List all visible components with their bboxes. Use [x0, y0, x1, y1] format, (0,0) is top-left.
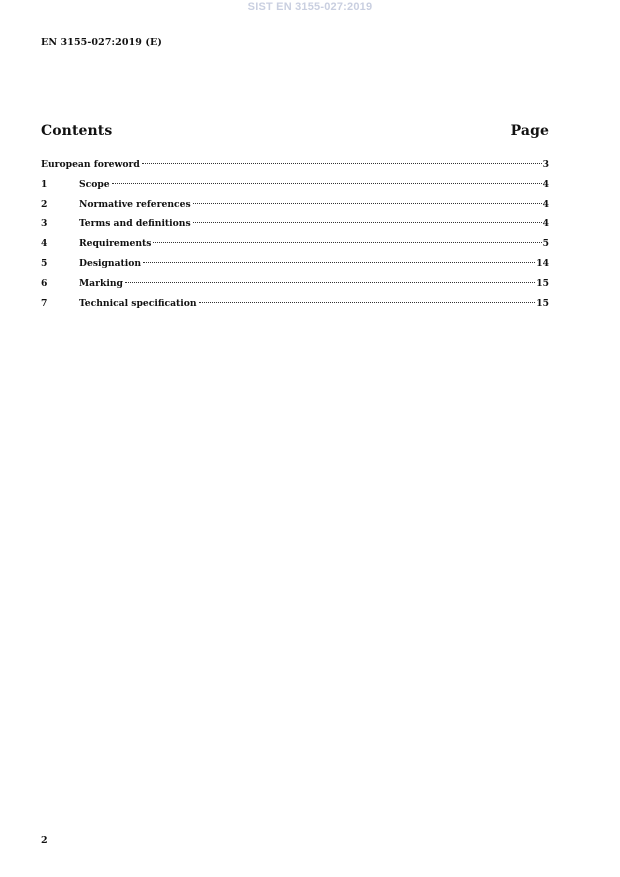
table-of-contents [41, 155, 549, 313]
toc-entry-designation[interactable] [41, 254, 549, 274]
toc-dot-leader [125, 282, 535, 283]
toc-entry-title[interactable]: Requirements [79, 238, 152, 250]
toc-dot-leader [193, 203, 542, 204]
toc-dot-leader [153, 242, 541, 243]
contents-heading: Contents [41, 123, 113, 139]
toc-entry-title[interactable]: Designation [79, 257, 142, 269]
toc-entry-title[interactable]: Scope [79, 178, 110, 190]
toc-dot-leader [193, 222, 542, 223]
toc-entry-number: 6 [41, 277, 48, 289]
page-number: 2 [41, 835, 48, 846]
toc-entry-page: 15 [536, 277, 549, 289]
toc-entry-title[interactable]: European foreword [41, 159, 140, 170]
toc-entry-number: 5 [41, 257, 48, 269]
toc-entry-normative-references[interactable] [41, 195, 549, 215]
toc-dot-leader [143, 262, 535, 263]
toc-entry-terms-and-definitions[interactable] [41, 214, 549, 234]
toc-entry-requirements[interactable] [41, 234, 549, 254]
toc-entry-page: 4 [542, 218, 549, 230]
toc-entry-page: 3 [542, 159, 549, 170]
toc-entry-page: 14 [536, 257, 549, 269]
toc-entry-title[interactable]: Normative references [79, 198, 191, 210]
toc-entry-page: 4 [542, 178, 549, 190]
toc-entry-european-foreword[interactable] [41, 155, 549, 175]
toc-entry-title[interactable]: Terms and definitions [79, 218, 191, 230]
toc-entry-page: 15 [536, 297, 549, 309]
toc-entry-number: 2 [41, 198, 48, 210]
toc-entry-number: 4 [41, 238, 48, 250]
toc-dot-leader [199, 302, 536, 303]
toc-entry-technical-specification[interactable] [41, 294, 549, 314]
toc-header [41, 123, 549, 139]
toc-entry-title[interactable]: Technical specification [79, 297, 197, 309]
toc-dot-leader [112, 183, 542, 184]
toc-entry-page: 5 [542, 238, 549, 250]
toc-dot-leader [142, 163, 542, 164]
toc-entry-number: 1 [41, 178, 48, 190]
toc-entry-page: 4 [542, 198, 549, 210]
document-identifier: EN 3155-027:2019 (E) [41, 37, 162, 48]
toc-entry-scope[interactable] [41, 175, 549, 195]
toc-entry-number: 3 [41, 218, 48, 230]
watermark-text: SIST EN 3155-027:2019 [247, 1, 373, 13]
toc-entry-marking[interactable] [41, 274, 549, 294]
toc-entry-title[interactable]: Marking [79, 277, 123, 289]
page-column-heading: Page [510, 123, 549, 139]
toc-entry-number: 7 [41, 297, 48, 309]
